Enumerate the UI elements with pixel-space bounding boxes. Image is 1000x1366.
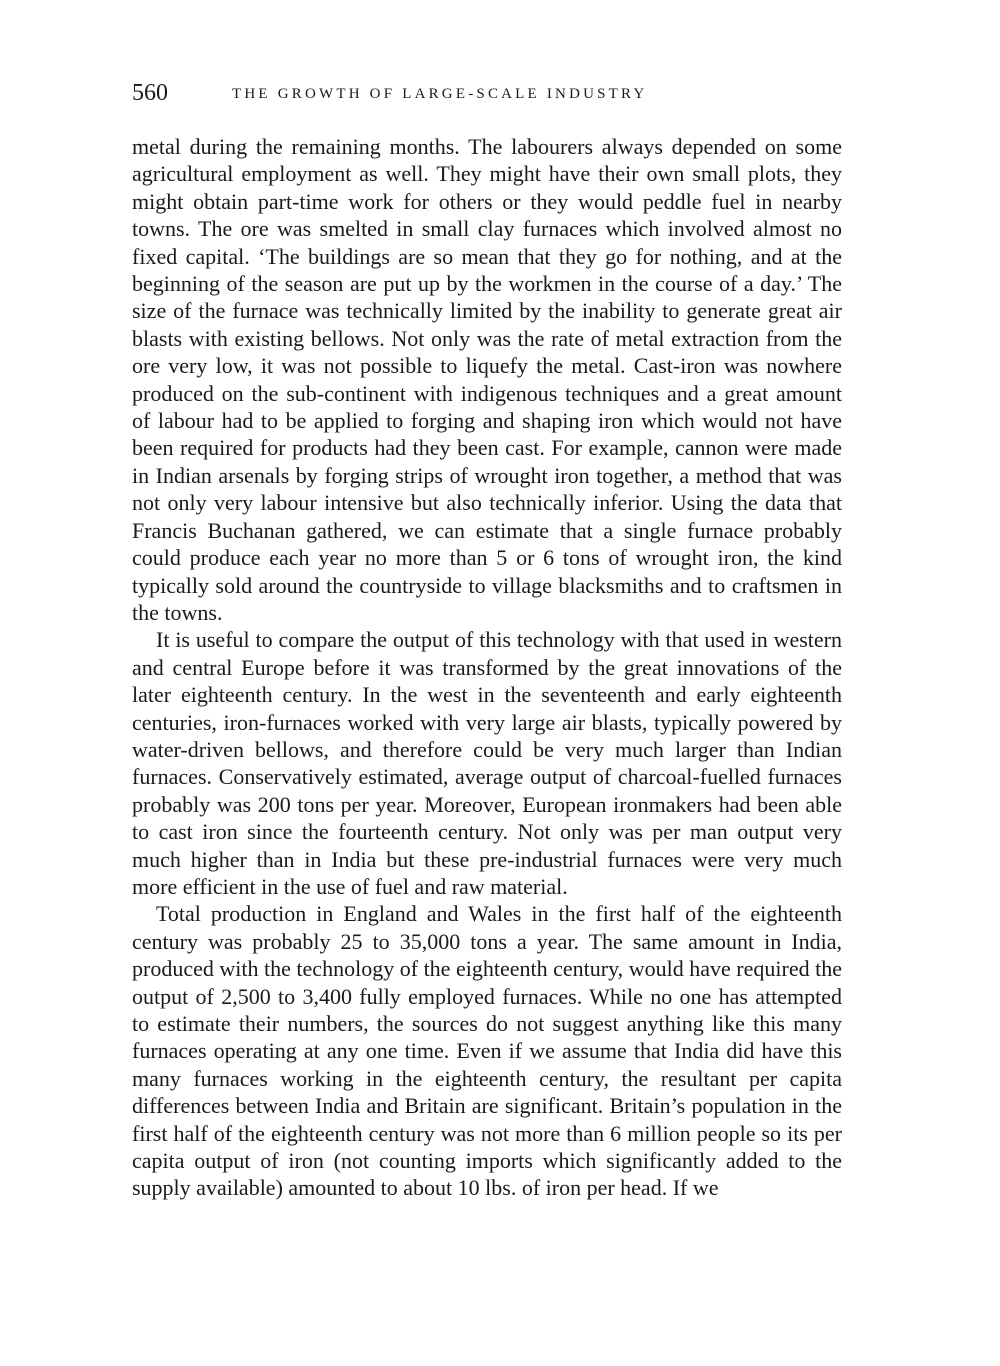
page-number: 560: [132, 80, 168, 106]
body-text: [132, 133, 842, 1202]
running-head: [132, 78, 842, 110]
running-title: THE GROWTH OF LARGE-SCALE INDUSTRY: [232, 86, 648, 102]
paragraph-continued: metal during the remaining months. The labourers always depended on some agricultural employment as well. They might have their own small plots, they might obtain part-time work for others or they would peddle fuel in nearby towns. The ore was smelted in small clay furnaces which involved almost no fixed capital. ‘The buildings are so mean that they go for nothing, and at the beginning of the season are put up by the workmen in the course of a day.’ The size of the furnace was technically limited by the inability to generate great air blasts with existing bellows. Not only was the rate of metal extraction from the ore very low, it was not possible to liquefy the metal. Cast-iron was nowhere produced on the sub-continent with indigenous techniques and a great amount of labour had to be applied to forging and shaping iron which would not have been required for products had they been cast. For example, cannon were made in Indian arsenals by forging strips of wrought iron together, a method that was not only very labour intensive but also technically inferior. Using the data that Francis Buchanan gathered, we can estimate that a single furnace probably could produce each year no more than 5 or 6 tons of wrought iron, the kind typically sold around the countryside to village blacksmiths and to craftsmen in the towns.: [132, 134, 842, 625]
paragraph-europe-comparison: It is useful to compare the output of this technology with that used in western and central Europe before it was transformed by the great innovations of the later eighteenth century. In the west in the seventeenth and early eighteenth centuries, iron-furnaces worked with very large air blasts, typically powered by water-driven bellows, and therefore could be very much larger than Indian furnaces. Conservatively estimated, average output of charcoal-fuelled furnaces probably was 200 tons per year. Moreover, European ironmakers had been able to cast iron since the fourteenth century. Not only was per man output very much higher than in India but these pre-industrial furnaces were very much more efficient in the use of fuel and raw material.: [132, 627, 842, 899]
paragraph-total-production: Total production in England and Wales in the first half of the eighteenth century was probably 25 to 35,000 tons a year. The same amount in India, produced with the technology of the eighteenth century, would have required the output of 2,500 to 3,400 fully employed furnaces. While no one has attempted to estimate their numbers, the sources do not suggest anything like this many furnaces operating at any one time. Even if we assume that India did have this many furnaces working in the eighteenth century, the resultant per capita differences between India and Britain are significant. Britain’s population in the first half of the eighteenth century was not more than 6 million people so its per capita output of iron (not counting imports which significantly added to the supply available) amounted to about 10 lbs. of iron per head. If we: [132, 901, 842, 1201]
